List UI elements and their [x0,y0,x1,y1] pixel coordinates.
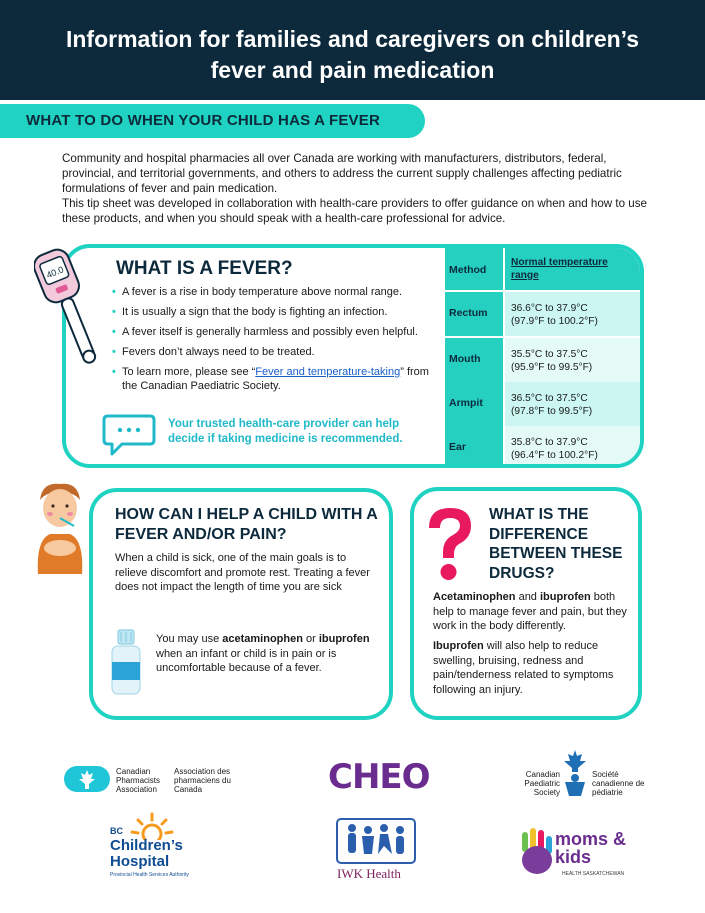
cps-name-fr: Société canadienne de pédiatrie [592,770,645,797]
handprint-icon [518,828,558,878]
intro-paragraph-1: Community and hospital pharmacies all over Canada are working with manufacturers, distributors, federal, provincial, and territorial governments, and others to address the current supply challenges affecting pediatric formulations of fever and pain medication. [62,152,622,195]
table-row [445,338,640,382]
drugs-paragraph-2 [433,639,633,697]
intro-paragraph-2: This tip sheet was developed in collaboration with health-care providers to offer guidance on when and how to use these products, and when you should speak with a health-care professional for advice. [62,197,647,225]
drug-acetaminophen: acetaminophen [222,633,303,645]
fever-title: WHAT IS A FEVER? [116,258,293,279]
cps-logo-icon [560,748,590,798]
table-cell-method: Armpit [449,397,483,409]
table-cell-method: Rectum [449,307,488,319]
table-cell-fahrenheit: (97.8°F to 99.5°F) [511,406,593,417]
medicine-suffix: when an infant or child is in pain or is uncomfortable because of a fever. [156,647,337,674]
table-cell-celsius: 35.8°C to 37.9°C [511,437,588,448]
cpha-name-en: Canadian Pharmacists Association [116,767,161,794]
iwk-logo-icon [336,818,416,864]
trusted-provider-note: Your trusted health-care provider can help decide if taking medicine is recommended. [168,418,403,445]
temperature-table [445,248,640,464]
help-text: When a child is sick, one of the main goals is to relieve discomfort and promote rest. Treating a fever does not impact the length of time you are sick [115,552,370,593]
table-cell-celsius: 35.5°C to 37.5°C [511,349,588,360]
medicine-prefix: You may use [156,633,223,645]
table-cell-fahrenheit: (97.9°F to 100.2°F) [511,316,598,327]
chat-bubble-icon [100,412,158,460]
list-item: • Fevers don’t always need to be treated. [112,345,432,359]
medicine-bottle-icon [108,628,144,696]
cps-name-en: Canadian Paediatric Society [524,770,560,797]
table-cell-celsius: 36.6°C to 37.9°C [511,303,588,314]
fever-bullet-list [112,285,432,399]
drugs-and: and [515,591,540,603]
help-title: HOW CAN I HELP A CHILD WITH A FEVER AND/OR PAIN? [115,506,378,543]
medicine-text [156,632,378,676]
question-mark-icon [423,506,477,584]
table-header-range: Normal temperature range [511,257,608,281]
list-item: • A fever itself is generally harmless and possibly even helpful. [112,325,432,339]
table-header-method: Method [449,264,487,276]
sick-child-icon [28,478,90,574]
cpha-name-fr: Association des pharmaciens du Canada [174,767,231,794]
drug-ibuprofen: ibuprofen [318,633,370,645]
cpha-logo-icon [64,764,112,794]
learn-more-suffix: ” from the Canadian Paediatric Society. [122,366,429,392]
fever-temperature-link[interactable]: Fever and temperature-taking [255,366,401,378]
table-header-row [445,248,640,290]
bch-logo-sub: Provincial Health Services Authority [110,872,189,878]
drug-acetaminophen: Acetaminophen [433,591,516,603]
moms-kids-logo-text: moms & kids [555,829,627,867]
drug-ibuprofen: ibuprofen [539,591,591,603]
learn-more-prefix: To learn more, please see “ [122,366,256,378]
list-item [112,365,432,393]
table-cell-celsius: 36.5°C to 37.5°C [511,393,588,404]
section-banner-title: WHAT TO DO WHEN YOUR CHILD HAS A FEVER [26,112,380,129]
sun-icon [130,812,174,840]
list-item: • A fever is a rise in body temperature above normal range. [112,285,432,299]
iwk-logo-text: IWK Health [337,866,401,881]
cheo-logo: CHEO [328,757,430,797]
drugs-p2-rest: will also help to reduce swelling, bruising, redness and pain/tenderness related to symptoms following an injury. [433,640,614,696]
list-item: • It is usually a sign that the body is fighting an infection. [112,305,432,319]
moms-kids-logo-sub: HEALTH SASKATCHEWAN [562,871,625,877]
drug-ibuprofen: Ibuprofen [433,640,484,652]
table-row [445,426,640,464]
table-row [445,292,640,336]
drugs-p1-rest: both help to manage fever and pain, but they work in the body differently. [433,591,627,632]
thermometer-reading: 40.0 [45,264,66,281]
table-cell-method: Ear [449,441,466,453]
table-cell-fahrenheit: (95.9°F to 99.5°F) [511,362,593,373]
drugs-paragraph-1 [433,590,633,634]
thermometer-icon [34,244,106,374]
page-title: Information for families and caregivers on children’s fever and pain medication [65,26,639,83]
table-cell-fahrenheit: (96.4°F to 100.2°F) [511,450,598,461]
bch-logo-name: Children’s Hospital [110,837,183,870]
medicine-or: or [302,633,319,645]
bch-bc: BC [110,826,123,836]
table-cell-method: Mouth [449,353,481,365]
drugs-title: WHAT IS THE DIFFERENCE BETWEEN THESE DRUGS? [489,506,623,582]
table-row [445,382,640,426]
